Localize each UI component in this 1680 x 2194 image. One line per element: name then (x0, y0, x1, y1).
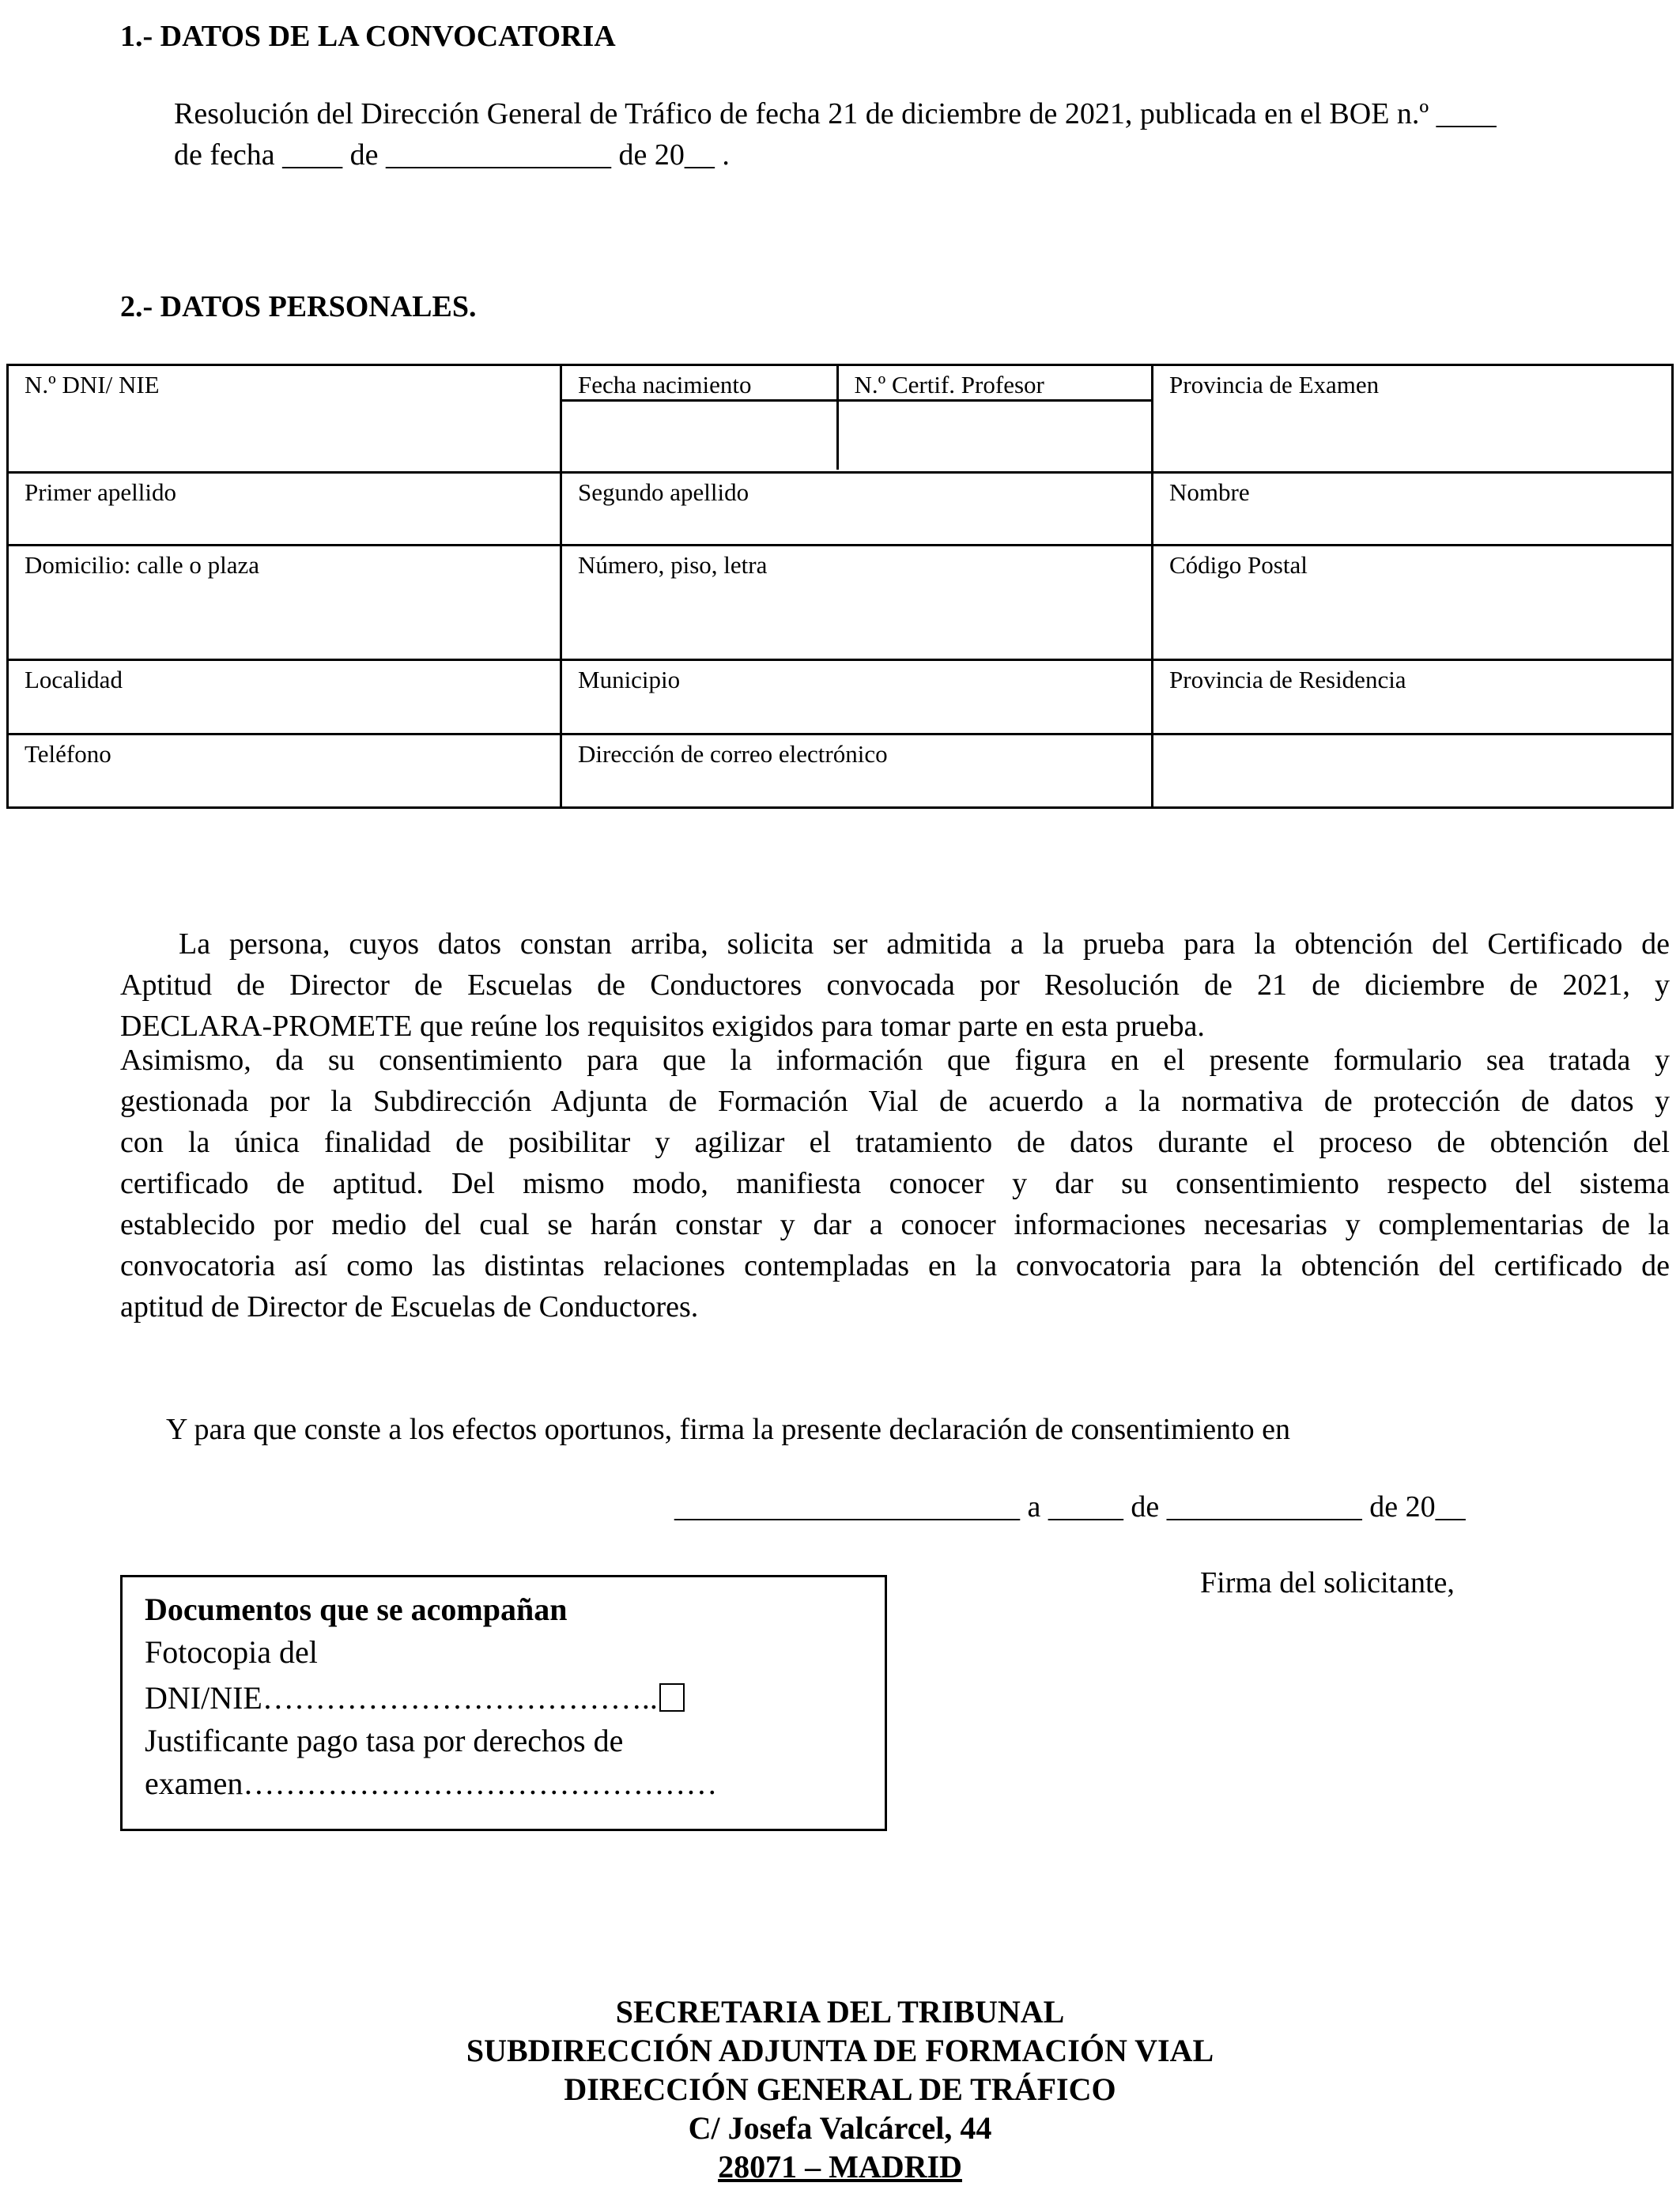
consent-line-2: gestionada por la Subdirección Adjunta de Formación Vial de acuerdo a la normativa de protección de datos y (120, 1085, 1670, 1118)
address-label: Domicilio: calle o plaza (25, 551, 259, 579)
birth-date-label: Fecha nacimiento (578, 371, 752, 398)
email-field[interactable] (561, 734, 1153, 808)
first-surname-field[interactable] (8, 473, 561, 546)
email-label: Dirección de correo electrónico (578, 740, 888, 768)
municipality-label: Municipio (578, 666, 681, 693)
documents-line-3: Justificante pago tasa por derechos de (145, 1723, 624, 1758)
exam-province-field[interactable] (1153, 365, 1673, 473)
empty-cell[interactable] (1153, 734, 1673, 808)
second-surname-field[interactable] (561, 473, 1153, 546)
number-floor-field[interactable] (561, 546, 1153, 660)
cert-profesor-label: N.º Certif. Profesor (854, 371, 1044, 398)
cert-profesor-header (837, 366, 1153, 401)
section1-heading: 1.- DATOS DE LA CONVOCATORIA (120, 20, 616, 53)
name-field[interactable] (1153, 473, 1673, 546)
documents-line-2: DNI/NIE……………………………….. (145, 1680, 658, 1716)
dni-label: N.º DNI/ NIE (25, 371, 160, 398)
phone-label: Teléfono (25, 740, 111, 768)
consent-line-4: certificado de aptitud. Del mismo modo, manifiesta conocer y dar su consentimiento respecto del sistema (120, 1167, 1670, 1200)
request-paragraph (120, 923, 1670, 1047)
birth-date-header (562, 366, 837, 401)
postal-code-field[interactable] (1153, 546, 1673, 660)
cert-profesor-field[interactable] (837, 401, 1153, 470)
footer-line-4: C/ Josefa Valcárcel, 44 (688, 2110, 992, 2146)
consent-line-7: aptitud de Director de Escuelas de Conductores. (120, 1290, 699, 1324)
first-surname-label: Primer apellido (25, 478, 176, 506)
consent-line-3: con la única finalidad de posibilitar y agilizar el tratamiento de datos durante el proceso de obtención del (120, 1126, 1670, 1159)
address-field[interactable] (8, 546, 561, 660)
birth-cert-cell (561, 365, 1153, 473)
convocatoria-line-2: de fecha ____ de _______________ de 20__ . (174, 138, 730, 172)
postal-code-label: Código Postal (1169, 551, 1308, 579)
footer-line-5: 28071 – MADRID (718, 2149, 962, 2185)
name-label: Nombre (1169, 478, 1250, 506)
footer-line-3: DIRECCIÓN GENERAL DE TRÁFICO (564, 2071, 1116, 2107)
consent-line-5: establecido por medio del cual se harán constar y dar a conocer informaciones necesarias y complementarias de la (120, 1208, 1670, 1241)
footer-line-1: SECRETARIA DEL TRIBUNAL (615, 1994, 1065, 2030)
documents-box (120, 1575, 887, 1831)
phone-field[interactable] (8, 734, 561, 808)
residence-province-field[interactable] (1153, 660, 1673, 734)
residence-province-label: Provincia de Residencia (1169, 666, 1406, 693)
request-line-1: La persona, cuyos datos constan arriba, solicita ser admitida a la prueba para la obtención del Certificado de (179, 927, 1670, 961)
declaration-text: Y para que conste a los efectos oportunos, firma la presente declaración de consentimiento en (166, 1413, 1290, 1446)
locality-label: Localidad (25, 666, 123, 693)
documents-line-4: examen……………………………………… (145, 1765, 718, 1801)
birth-date-field[interactable] (562, 401, 837, 470)
consent-line-6: convocatoria así como las distintas relaciones contempladas en la convocatoria para la obtención del certificado de (120, 1249, 1670, 1282)
documents-line-1: Fotocopia del (145, 1634, 318, 1670)
consent-line-1: Asimismo, da su consentimiento para que la información que figura en el presente formulario sea tratada y (120, 1044, 1670, 1077)
consent-paragraph (120, 1040, 1670, 1327)
dni-checkbox[interactable] (659, 1683, 685, 1712)
footer-address (0, 1992, 1680, 2186)
signature-label: Firma del solicitante, (1200, 1566, 1455, 1599)
dni-doc-row (145, 1677, 885, 1720)
locality-field[interactable] (8, 660, 561, 734)
date-line[interactable]: _______________________ a _____ de _____________ de 20__ (674, 1490, 1466, 1524)
dni-field[interactable] (8, 365, 561, 473)
section2-heading: 2.- DATOS PERSONALES. (120, 290, 477, 323)
request-line-3: DECLARA-PROMETE que reúne los requisitos exigidos para tomar parte en esta prueba. (120, 1010, 1205, 1043)
number-floor-label: Número, piso, letra (578, 551, 768, 579)
exam-province-label: Provincia de Examen (1169, 371, 1380, 398)
second-surname-label: Segundo apellido (578, 478, 749, 506)
personal-data-table (6, 364, 1674, 809)
documents-title: Documentos que se acompañan (145, 1592, 568, 1627)
municipality-field[interactable] (561, 660, 1153, 734)
request-line-2: Aptitud de Director de Escuelas de Conductores convocada por Resolución de 21 de diciembre de 2021, y (120, 969, 1670, 1002)
convocatoria-line-1: Resolución del Dirección General de Tráfico de fecha 21 de diciembre de 2021, publicada en el BOE n.º ____ (174, 97, 1497, 130)
footer-line-2: SUBDIRECCIÓN ADJUNTA DE FORMACIÓN VIAL (466, 2033, 1214, 2068)
